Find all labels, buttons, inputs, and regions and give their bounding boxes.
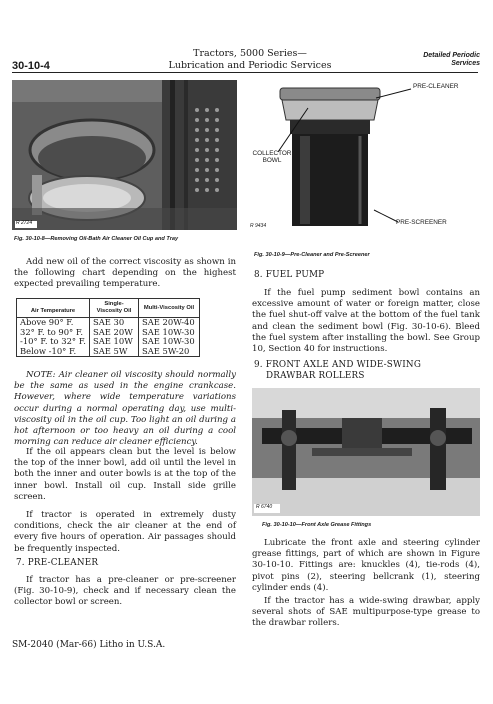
axle-photo-id: R 6740 bbox=[256, 504, 273, 510]
paragraph-drawbar: If the tractor has a wide-swing drawbar, apply several shots of SAE multipurpose-type grease to the drawbar rollers. bbox=[252, 596, 480, 629]
table-cell: -10° F. to 32° F. bbox=[17, 337, 90, 347]
table-cell: SAE 5W bbox=[90, 347, 139, 357]
paragraph-oil-level: If the oil appears clean but the level is below the top of the inner bowl, add oil until the level in both the inner and outer bowls is at the top of the inner bowl. Install oil cup. Install side grille screen. bbox=[14, 447, 236, 502]
paragraph-lubricate: Lubricate the front axle and steering cylinder grease fittings, part of which are shown in Figure 30-10-10. Fittings are: knuckles (4), tie-rods (4), pivot pins (2), steering bellcrank (1), steering cylinder ends (4). bbox=[252, 538, 480, 593]
table-header: Air Temperature bbox=[17, 299, 90, 318]
table-row bbox=[17, 347, 200, 357]
table-header-row bbox=[17, 299, 200, 318]
table-cell: SAE 5W-20 bbox=[139, 347, 200, 357]
section-label bbox=[370, 52, 480, 68]
label-collector-bowl-line-2: BOWL bbox=[262, 157, 282, 164]
page-title-line-2: Lubrication and Periodic Services bbox=[168, 60, 332, 71]
heading-front-axle bbox=[254, 360, 421, 382]
table-cell: Above 90° F. bbox=[17, 318, 90, 328]
page-title bbox=[150, 48, 350, 72]
diagram-photo-id: R 9434 bbox=[250, 223, 267, 229]
footer-text: SM-2040 (Mar-66) Litho in U.S.A. bbox=[12, 640, 166, 650]
label-collector-bowl-line-1: COLLECTOR bbox=[252, 150, 292, 157]
front-axle-photo bbox=[252, 388, 480, 516]
paragraph-pre-cleaner: If tractor has a pre-cleaner or pre-screener (Fig. 30-10-9), check and if necessary clean the collector bowl or screen. bbox=[14, 575, 236, 608]
fig-caption-10: Fig. 30-10-10—Front Axle Grease Fittings bbox=[262, 522, 372, 528]
table-cell: 32° F. to 90° F. bbox=[17, 328, 90, 338]
heading-pre-cleaner: 7. PRE-CLEANER bbox=[16, 558, 99, 568]
heading-fuel-pump: 8. FUEL PUMP bbox=[254, 270, 325, 280]
table-cell: SAE 10W-30 bbox=[139, 328, 200, 338]
front-axle-photo-art bbox=[252, 388, 480, 516]
section-label-line-2: Services bbox=[451, 60, 480, 67]
label-pre-screener: PRE-SCREENER bbox=[396, 219, 447, 226]
table-cell: SAE 10W bbox=[90, 337, 139, 347]
heading-front-axle-line-2: DRAWBAR ROLLERS bbox=[266, 371, 365, 381]
label-pre-cleaner: PRE-CLEANER bbox=[413, 83, 459, 90]
fig-caption-8: Fig. 30-10-8—Removing Oil-Bath Air Cleaner Oil Cup and Tray bbox=[14, 236, 179, 242]
page-title-line-1: Tractors, 5000 Series— bbox=[193, 48, 307, 59]
viscosity-table-grid bbox=[16, 298, 200, 357]
note-paragraph: NOTE: Air cleaner oil viscosity should normally be the same as used in the engine crankcase. However, where wide temperature variations occur during a normal operating day, use multi-viscosity oil in the oil cup. Too light an oil during a hot afternoon or too heavy an oil during a cool morning can reduce air cleaner efficiency. bbox=[14, 370, 236, 448]
air-cleaner-photo bbox=[12, 80, 237, 230]
air-cleaner-photo-art bbox=[12, 80, 237, 230]
intro-paragraph: Add new oil of the correct viscosity as shown in the following chart depending on the highest expected prevailing temperature. bbox=[14, 257, 236, 290]
photo-id-label: R 2724 bbox=[16, 220, 33, 226]
section-label-line-1: Detailed Periodic bbox=[423, 52, 480, 59]
table-cell: SAE 20W-40 bbox=[139, 318, 200, 328]
header-rule bbox=[12, 72, 478, 73]
label-collector-bowl bbox=[250, 150, 294, 164]
viscosity-table bbox=[16, 298, 200, 357]
page-number: 30-10-4 bbox=[12, 60, 50, 72]
paragraph-fuel-pump: If the fuel pump sediment bowl contains an excessive amount of water or foreign matter, close the fuel shut-off valve at the bottom of the fuel tank and clean the sediment bowl (Fig. 30-10-6). Bleed the fuel system after installing the bowl. See Group 10, Section 40 for instructions. bbox=[252, 288, 480, 355]
table-cell: SAE 20W bbox=[90, 328, 139, 338]
pre-cleaner-diagram bbox=[248, 80, 480, 232]
table-cell: Below -10° F. bbox=[17, 347, 90, 357]
table-cell: SAE 30 bbox=[90, 318, 139, 328]
table-header: Multi-Viscosity Oil bbox=[139, 299, 200, 318]
paragraph-dusty-conditions: If tractor is operated in extremely dusty conditions, check the air cleaner at the end of every five hours of operation. Air passages should be frequently inspected. bbox=[14, 510, 236, 554]
table-header: Single-Viscosity Oil bbox=[90, 299, 139, 318]
table-cell: SAE 10W-30 bbox=[139, 337, 200, 347]
heading-front-axle-line-1: 9. FRONT AXLE AND WIDE-SWING bbox=[254, 360, 422, 370]
fig-caption-9: Fig. 30-10-9—Pre-Cleaner and Pre-Screener bbox=[254, 252, 370, 258]
